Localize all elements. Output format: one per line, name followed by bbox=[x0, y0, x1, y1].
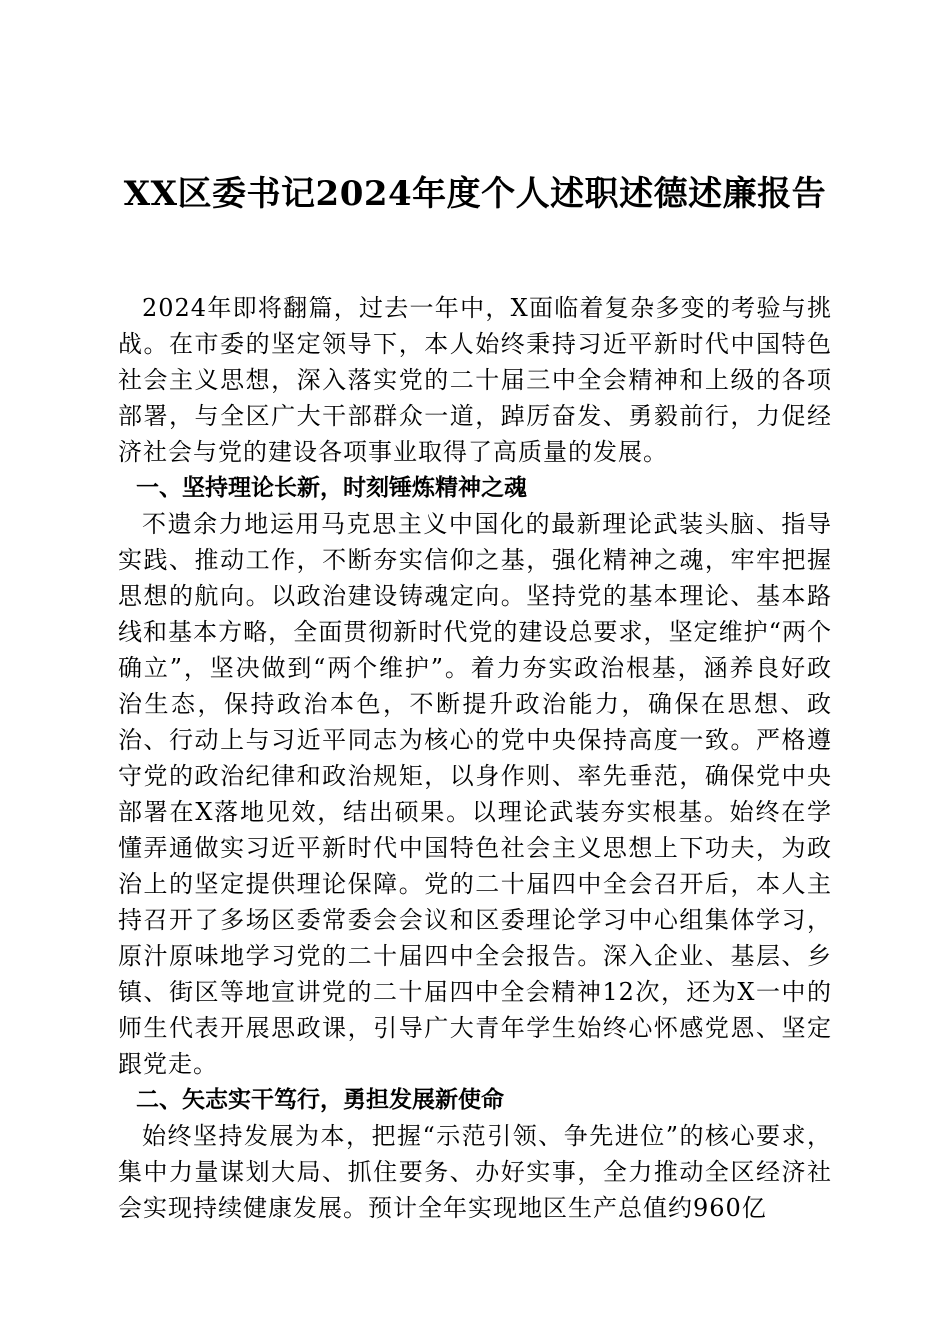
document-body bbox=[118, 290, 832, 1226]
intro-paragraph: 2024年即将翻篇，过去一年中，X面临着复杂多变的考验与挑战。在市委的坚定领导下，本人始终秉持习近平新时代中国特色社会主义思想，深入落实党的二十届三中全会精神和上级的各项部署，与全区广大干部群众一道，踔厉奋发、勇毅前行，力促经济社会与党的建设各项事业取得了高质量的发展。 bbox=[118, 294, 832, 466]
document-title: XX区委书记2024年度个人述职述德述廉报告 bbox=[123, 174, 827, 214]
section-heading-2: 二、矢志实干笃行，勇担发展新使命 bbox=[136, 1087, 504, 1113]
section-1-paragraph: 不遗余力地运用马克思主义中国化的最新理论武装头脑、指导实践、推动工作，不断夯实信仰之基，强化精神之魂，牢牢把握思想的航向。以政治建设铸魂定向。坚持党的基本理论、基本路线和基本方略，全面贯彻新时代党的建设总要求，坚定维护“两个确立”，坚决做到“两个维护”。着力夯实政治根基，涵养良好政治生态，保持政治本色，不断提升政治能力，确保在思想、政治、行动上与习近平同志为核心的党中央保持高度一致。严格遵守党的政治纪律和政治规矩，以身作则、率先垂范，确保党中央部署在X落地见效，结出硕果。以理论武装夯实根基。始终在学懂弄通做实习近平新时代中国特色社会主义思想上下功夫，为政治上的坚定提供理论保障。党的二十届四中全会召开后，本人主持召开了多场区委常委会会议和区委理论学习中心组集体学习，原汁原味地学习党的二十届四中全会报告。深入企业、基层、乡镇、街区等地宣讲党的二十届四中全会精神12次，还为X一中的师生代表开展思政课，引导广大青年学生始终心怀感党恩、坚定跟党走。 bbox=[118, 510, 832, 1078]
section-heading-1: 一、坚持理论长新，时刻锤炼精神之魂 bbox=[136, 475, 527, 501]
section-2-paragraph: 始终坚持发展为本，把握“示范引领、争先进位”的核心要求，集中力量谋划大局、抓住要务、办好实事，全力推动全区经济社会实现持续健康发展。预计全年实现地区生产总值约960亿 bbox=[118, 1122, 832, 1222]
